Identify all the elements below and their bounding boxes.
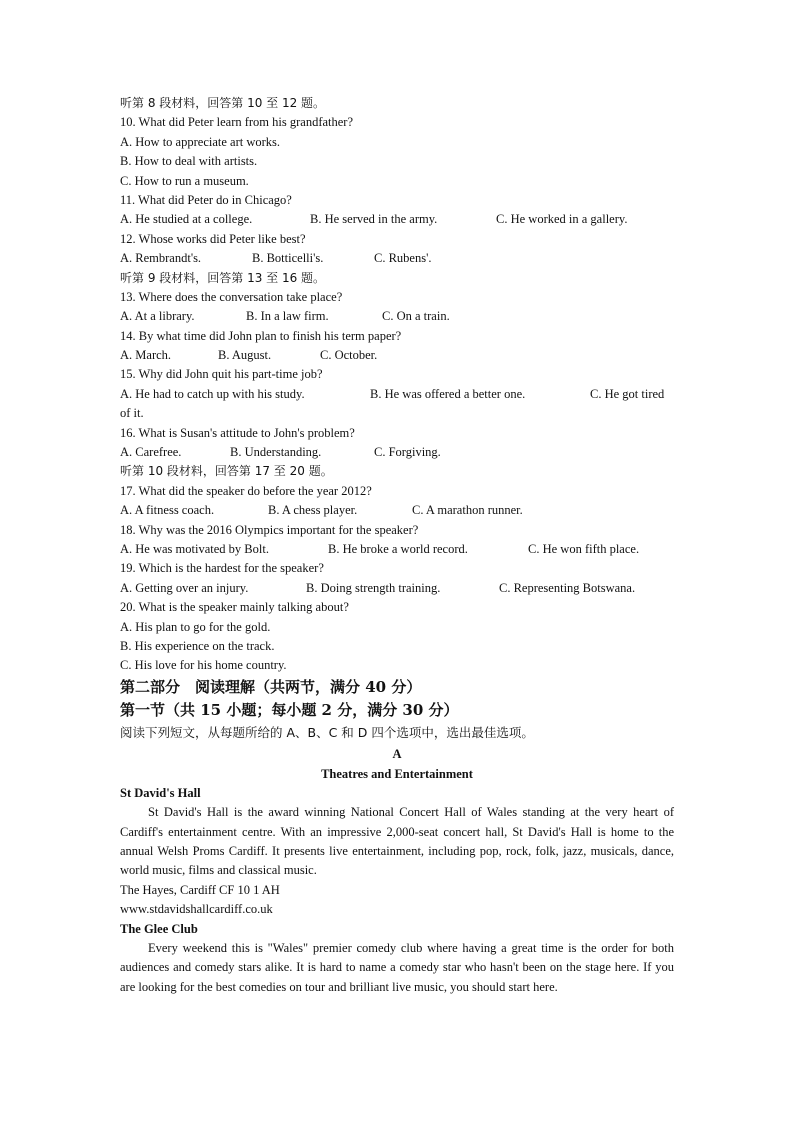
- question-13-options: [120, 307, 674, 326]
- question-13-option-c: C. On a train.: [382, 309, 450, 324]
- question-19-options: [120, 579, 674, 598]
- question-16-option-a: A. Carefree.: [120, 445, 182, 460]
- question-14-option-b: B. August.: [218, 348, 272, 363]
- question-17-options: [120, 501, 674, 520]
- question-14-option-a: A. March.: [120, 348, 172, 363]
- question-11-option-b: B. He served in the army.: [310, 212, 438, 227]
- question-12-option-b: B. Botticelli's.: [252, 251, 324, 266]
- question-18-options: [120, 540, 674, 559]
- question-14: 14. By what time did John plan to finish his term paper?: [120, 328, 402, 343]
- question-15: 15. Why did John quit his part-time job?: [120, 367, 323, 382]
- question-16-option-b: B. Understanding.: [230, 445, 322, 460]
- passage-letter: A: [392, 746, 402, 761]
- question-15-option-c-continued: of it.: [120, 406, 144, 421]
- section-one-title: 第一节（共 15 小题；每小题 2 分，满分 30 分）: [120, 700, 459, 719]
- question-11-option-c: C. He worked in a gallery.: [496, 212, 628, 227]
- venue-2-name: The Glee Club: [120, 921, 198, 936]
- listening-group-10-heading: 听第 10 段材料，回答第 17 至 20 题。: [120, 464, 333, 479]
- question-20-option-c: C. His love for his home country.: [120, 658, 287, 673]
- question-10-option-a: A. How to appreciate art works.: [120, 134, 281, 149]
- passage-title: Theatres and Entertainment: [321, 766, 473, 781]
- question-12: 12. Whose works did Peter like best?: [120, 231, 306, 246]
- question-10-option-c: C. How to run a museum.: [120, 173, 249, 188]
- question-15-option-b: B. He was offered a better one.: [370, 386, 526, 401]
- venue-1-website: www.stdavidshallcardiff.co.uk: [120, 902, 273, 917]
- exam-page: [120, 94, 674, 997]
- venue-1-name: St David's Hall: [120, 785, 201, 800]
- venue-2-description: Every weekend this is "Wales" premier comedy club where having a great time is the order for both audiences and comedy stars alike. It is hard to name a comedy star who hasn't been on the stage here. If you are looking for the best comedies on tour and brilliant live music, you should start here.: [120, 940, 674, 994]
- question-12-option-c: C. Rubens'.: [374, 251, 432, 266]
- question-15-option-c: C. He got tired: [590, 386, 665, 401]
- question-12-options: [120, 249, 674, 268]
- question-10-option-b: B. How to deal with artists.: [120, 154, 258, 169]
- question-17-option-b: B. A chess player.: [268, 503, 358, 518]
- question-17-option-c: C. A marathon runner.: [412, 503, 523, 518]
- listening-group-8-heading: 听第 8 段材料，回答第 10 至 12 题。: [120, 96, 326, 110]
- question-20: 20. What is the speaker mainly talking about?: [120, 600, 349, 615]
- question-16-options: [120, 443, 674, 462]
- question-19-option-b: B. Doing strength training.: [306, 580, 441, 595]
- question-17-option-a: A. A fitness coach.: [120, 503, 215, 518]
- question-15-options: [120, 385, 674, 404]
- question-13: 13. Where does the conversation take place?: [120, 289, 343, 304]
- question-18-option-b: B. He broke a world record.: [328, 541, 468, 556]
- question-14-options: [120, 346, 674, 365]
- question-15-option-a: A. He had to catch up with his study.: [120, 386, 305, 401]
- part-two-title: 第二部分 阅读理解（共两节，满分 40 分）: [120, 677, 422, 696]
- question-10: 10. What did Peter learn from his grandfather?: [120, 115, 354, 130]
- question-14-option-c: C. October.: [320, 348, 378, 363]
- question-19: 19. Which is the hardest for the speaker?: [120, 561, 324, 576]
- question-18-option-a: A. He was motivated by Bolt.: [120, 541, 269, 556]
- reading-instruction: 阅读下列短文，从每题所给的 A、B、C 和 D 四个选项中，选出最佳选项。: [120, 724, 534, 740]
- question-20-option-a: A. His plan to go for the gold.: [120, 619, 271, 634]
- question-19-option-c: C. Representing Botswana.: [499, 580, 636, 595]
- venue-1-description: St David's Hall is the award winning National Concert Hall of Wales standing at the very heart of Cardiff's entertainment centre. With an impressive 2,000-seat concert hall, St David's Hall is home to the annual Welsh Proms Cardiff. It presents live entertainment, including pop, rock, folk, jazz, musicals, dance, world music, films and classical music.: [120, 805, 674, 878]
- question-18-option-c: C. He won fifth place.: [528, 541, 640, 556]
- venue-1-address: The Hayes, Cardiff CF 10 1 AH: [120, 882, 280, 897]
- question-16: 16. What is Susan's attitude to John's problem?: [120, 425, 355, 440]
- question-12-option-a: A. Rembrandt's.: [120, 251, 202, 266]
- question-13-option-b: B. In a law firm.: [246, 309, 329, 324]
- question-11-option-a: A. He studied at a college.: [120, 212, 253, 227]
- question-16-option-c: C. Forgiving.: [374, 445, 441, 460]
- question-19-option-a: A. Getting over an injury.: [120, 580, 249, 595]
- listening-group-9-heading: 听第 9 段材料，回答第 13 至 16 题。: [120, 270, 326, 285]
- question-11-options: [120, 210, 674, 229]
- question-11: 11. What did Peter do in Chicago?: [120, 192, 292, 207]
- question-13-option-a: A. At a library.: [120, 309, 195, 324]
- question-20-option-b: B. His experience on the track.: [120, 638, 275, 653]
- question-18: 18. Why was the 2016 Olympics important for the speaker?: [120, 522, 419, 537]
- question-17: 17. What did the speaker do before the year 2012?: [120, 483, 372, 498]
